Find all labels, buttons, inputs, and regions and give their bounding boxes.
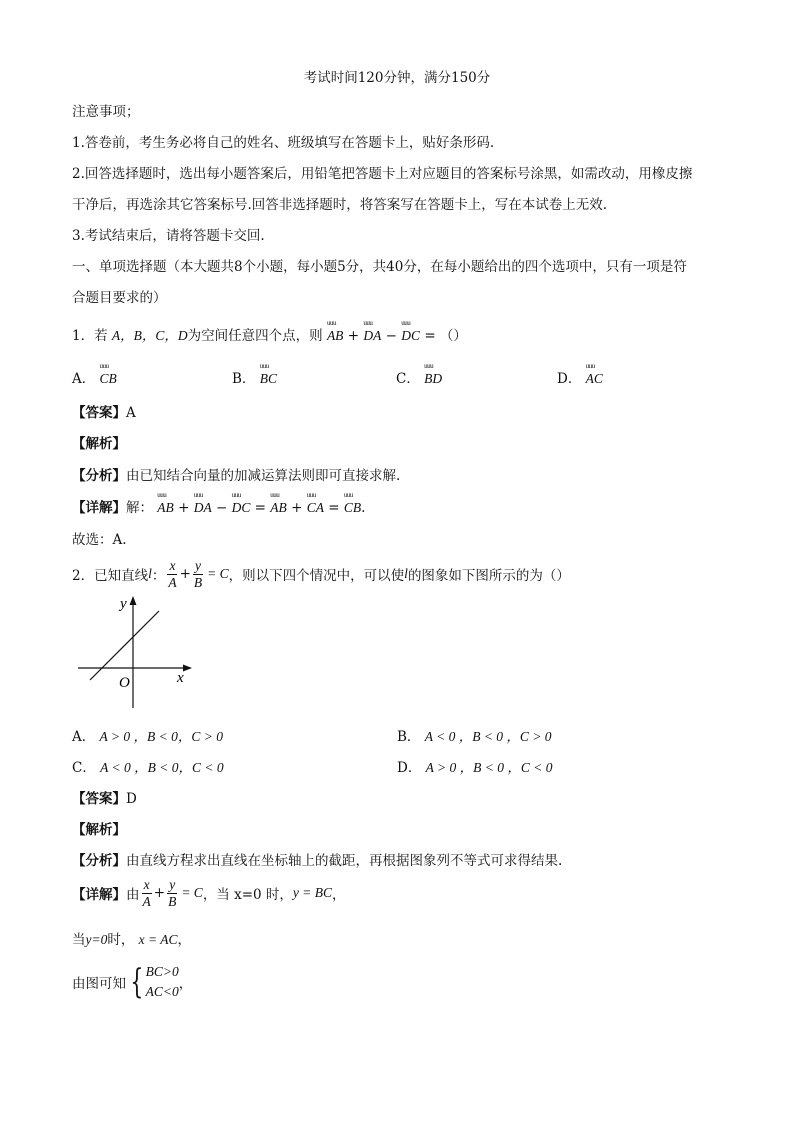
- comma: ，: [177, 932, 192, 948]
- q2-from-graph: [72, 962, 192, 1003]
- q1-middle: 为空间任意四个点，则: [187, 328, 323, 344]
- q2-detail: [72, 875, 346, 911]
- section-1-line-2: 合题目要求的）: [72, 290, 167, 306]
- op: −: [216, 500, 228, 516]
- section-1-line-1: 一、单项选择题（本大题共8个小题，每小题5分，共40分，在每小题给出的四个选项中，只有一项是符: [72, 259, 687, 275]
- equation-rhs: = C: [207, 566, 229, 581]
- q2-suffix: 的图象如下图所示的为（）: [407, 568, 570, 584]
- var-l: l: [404, 566, 408, 581]
- denominator: A: [168, 574, 177, 590]
- fenxi-tag: 【分析】: [72, 853, 126, 869]
- option-value: A > 0 ，B < 0 ，C < 0: [425, 760, 553, 775]
- option-value: uuu BC: [260, 371, 277, 387]
- op: +: [347, 328, 360, 344]
- op: =: [424, 328, 436, 344]
- option-value: A > 0 ，B < 0，C > 0: [99, 729, 224, 744]
- analysis-tag: 【解析】: [72, 436, 126, 452]
- q1-option-c: [396, 367, 442, 387]
- vec-ab: uuu AB: [270, 500, 287, 516]
- var-l: l: [148, 566, 152, 581]
- inequality-system: [126, 962, 179, 1003]
- q1-option-d: [557, 367, 603, 387]
- q2-answer: [72, 787, 137, 807]
- graph-line: [90, 611, 159, 680]
- text: 时，: [107, 932, 135, 948]
- answer-tag: 【答案】: [72, 791, 126, 807]
- denominator: A: [142, 893, 151, 909]
- option-label: B．: [397, 729, 421, 745]
- q1-points: A，B，C，D: [111, 328, 188, 343]
- numerator: y: [169, 877, 176, 892]
- note-2-line-1: 2.回答选择题时，选出每小题答案后，用铅笔把答题卡上对应题目的答案标号涂黑，如需改动，用橡皮擦: [72, 166, 693, 182]
- q2-fenxi: [72, 849, 562, 869]
- q1-prefix: 1．若: [72, 328, 108, 344]
- q1-expression: [327, 328, 467, 344]
- text: 由图可知: [72, 976, 126, 993]
- fraction-y-over-b: [192, 559, 204, 589]
- fraction-y-over-b: [166, 878, 178, 908]
- numerator: x: [143, 877, 150, 892]
- note-3: 3.考试结束后，请将答题卡交回.: [72, 228, 265, 244]
- y-axis-label: y: [120, 596, 127, 612]
- denominator: B: [193, 574, 203, 590]
- brace-icon: {: [130, 962, 144, 1003]
- comma: ，: [178, 976, 193, 993]
- q2-mid: ，则以下四个情况中，可以使: [228, 568, 405, 584]
- option-label: A．: [72, 729, 96, 745]
- answer-tag: 【答案】: [72, 405, 126, 421]
- line-graph: [72, 590, 202, 715]
- detail-when-x: ，当 x=0 时，: [202, 887, 293, 903]
- comma: ，: [332, 887, 346, 903]
- vec-ab: uuu AB: [327, 328, 344, 344]
- q2-analysis-tag: [72, 818, 126, 838]
- detail-prefix: 解：: [126, 500, 153, 516]
- fenxi-text: 由直线方程求出直线在坐标轴上的截距，再根据图象列不等式可求得结果.: [126, 853, 563, 869]
- x-equals-ac: x = AC: [138, 932, 178, 947]
- notes-title: 注意事项；: [72, 104, 140, 120]
- vec-ca: uuu CA: [307, 500, 324, 516]
- numerator: y: [195, 558, 202, 573]
- q1-option-b: [232, 367, 277, 387]
- option-label: D．: [397, 760, 422, 776]
- vec-cb: uuu CB: [344, 500, 361, 516]
- op: −: [385, 328, 397, 344]
- option-label: C．: [396, 371, 420, 387]
- op: +: [179, 566, 191, 582]
- op: +: [178, 500, 190, 516]
- op: +: [291, 500, 303, 516]
- detail-tag: 【详解】: [72, 500, 126, 516]
- denominator: B: [168, 893, 177, 909]
- q2-option-a: [72, 725, 223, 745]
- option-value: A < 0 ，B < 0 ，C > 0: [424, 729, 552, 744]
- option-label: C．: [72, 760, 96, 776]
- y-zero: y=0: [85, 932, 108, 947]
- q2-option-b: [397, 725, 552, 745]
- x-axis-label: x: [177, 670, 184, 686]
- q1-option-a: [72, 367, 117, 387]
- op: =: [328, 500, 340, 516]
- x-axis-arrow: [183, 665, 192, 672]
- colon: ：: [151, 568, 166, 584]
- op: +: [153, 885, 166, 901]
- vec-da: uuu DA: [363, 328, 381, 344]
- option-label: B．: [232, 371, 256, 387]
- q1-answer: [72, 401, 136, 421]
- q1-analysis-tag: [72, 432, 126, 452]
- option-value: uuu BD: [424, 371, 442, 387]
- option-value: A < 0 ，B < 0，C < 0: [100, 760, 224, 775]
- system-lines: [146, 962, 179, 1003]
- numerator: x: [169, 558, 176, 573]
- question-2-stem: [72, 556, 570, 592]
- vec-dc: uuu DC: [232, 500, 251, 516]
- inequality-2: AC<0: [145, 984, 179, 1000]
- answer-value: A: [126, 405, 136, 421]
- inequality-1: BC>0: [145, 964, 179, 979]
- origin-label: O: [119, 675, 130, 691]
- y-axis-arrow: [130, 596, 137, 605]
- question-1-stem: [72, 324, 467, 344]
- answer-value: D: [126, 791, 137, 807]
- detail-tag: 【详解】: [72, 887, 126, 903]
- option-label: D．: [557, 371, 582, 387]
- q1-conclusion: 故选：A.: [72, 532, 127, 548]
- fraction-x-over-a: [166, 559, 178, 589]
- vec-ab: uuu AB: [157, 500, 174, 516]
- text: 当: [72, 932, 86, 948]
- note-2-line-2: 干净后，再选涂其它答案标号.回答非选择题时，将答案写在答题卡上，写在本试卷上无效.: [72, 197, 608, 213]
- analysis-tag: 【解析】: [72, 822, 126, 838]
- exam-header: 考试时间120分钟，满分150分: [303, 70, 491, 86]
- fraction-x-over-a: [141, 878, 153, 908]
- answer-blank: （）: [439, 328, 467, 344]
- op: =: [254, 500, 266, 516]
- fenxi-text: 由已知结合向量的加减运算法则即可直接求解.: [126, 468, 401, 484]
- option-value: uuu AC: [586, 371, 603, 387]
- q2-option-c: [72, 756, 224, 776]
- detail-you: 由: [126, 887, 140, 903]
- y-equals-bc: y = BC: [292, 885, 333, 900]
- equation-rhs: = C: [181, 885, 203, 900]
- period: .: [361, 500, 366, 516]
- note-1: 1.答卷前，考生务必将自己的姓名、班级填写在答题卡上，贴好条形码.: [72, 135, 495, 151]
- q2-when-y-zero: [72, 928, 191, 948]
- q2-prefix: 2．已知直线: [72, 568, 149, 584]
- fenxi-tag: 【分析】: [72, 468, 126, 484]
- option-label: A．: [72, 371, 96, 387]
- q2-option-d: [397, 756, 552, 776]
- vec-da: uuu DA: [194, 500, 212, 516]
- option-value: uuu CB: [100, 371, 117, 387]
- vec-dc: uuu DC: [401, 328, 420, 344]
- q1-fenxi: [72, 464, 400, 484]
- q1-detail: [72, 496, 365, 516]
